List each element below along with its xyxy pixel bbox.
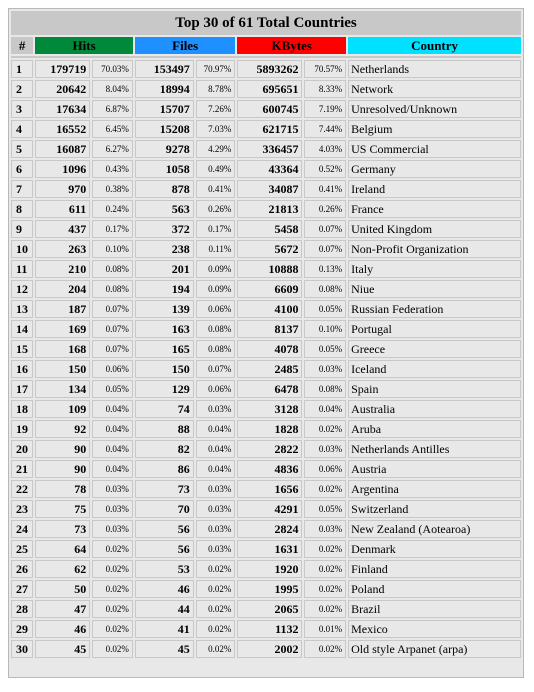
country-name: United Kingdom [348, 220, 521, 238]
files-value: 56 [135, 520, 194, 538]
files-value: 163 [135, 320, 194, 338]
table-row [11, 220, 521, 238]
hits-percent: 8.04% [92, 80, 133, 98]
country-name: Unresolved/Unknown [348, 100, 521, 118]
hits-percent: 0.43% [92, 160, 133, 178]
files-percent: 0.41% [196, 180, 236, 198]
files-percent: 0.03% [196, 400, 236, 418]
hits-value: 90 [35, 460, 90, 478]
hits-value: 210 [35, 260, 90, 278]
rank-cell: 26 [11, 560, 33, 578]
files-percent: 0.04% [196, 460, 236, 478]
country-name: Australia [348, 400, 521, 418]
kbytes-value: 1132 [237, 620, 302, 638]
files-percent: 0.02% [196, 560, 236, 578]
countries-table [9, 9, 523, 660]
rank-cell: 13 [11, 300, 33, 318]
hits-percent: 0.07% [92, 320, 133, 338]
rank-cell: 7 [11, 180, 33, 198]
table-row [11, 380, 521, 398]
files-percent: 0.09% [196, 260, 236, 278]
rank-cell: 21 [11, 460, 33, 478]
rank-cell: 5 [11, 140, 33, 158]
country-name: Denmark [348, 540, 521, 558]
hits-percent: 0.08% [92, 280, 133, 298]
table-row [11, 640, 521, 658]
hits-value: 179719 [35, 60, 90, 78]
hits-value: 47 [35, 600, 90, 618]
rank-cell: 20 [11, 440, 33, 458]
rank-cell: 24 [11, 520, 33, 538]
table-row [11, 360, 521, 378]
kbytes-percent: 0.01% [304, 620, 346, 638]
table-row [11, 140, 521, 158]
kbytes-value: 1828 [237, 420, 302, 438]
hits-percent: 0.08% [92, 260, 133, 278]
rank-cell: 14 [11, 320, 33, 338]
hits-value: 73 [35, 520, 90, 538]
kbytes-value: 3128 [237, 400, 302, 418]
hits-percent: 0.38% [92, 180, 133, 198]
kbytes-percent: 0.26% [304, 200, 346, 218]
country-name: Network [348, 80, 521, 98]
country-name: Poland [348, 580, 521, 598]
files-percent: 0.03% [196, 520, 236, 538]
hits-value: 78 [35, 480, 90, 498]
country-name: Netherlands [348, 60, 521, 78]
country-name: Italy [348, 260, 521, 278]
kbytes-value: 5458 [237, 220, 302, 238]
files-value: 18994 [135, 80, 194, 98]
hits-value: 168 [35, 340, 90, 358]
rank-cell: 4 [11, 120, 33, 138]
country-name: Niue [348, 280, 521, 298]
files-value: 56 [135, 540, 194, 558]
files-value: 201 [135, 260, 194, 278]
files-percent: 0.04% [196, 440, 236, 458]
hits-value: 1096 [35, 160, 90, 178]
table-row [11, 300, 521, 318]
kbytes-percent: 7.19% [304, 100, 346, 118]
files-value: 563 [135, 200, 194, 218]
hits-value: 263 [35, 240, 90, 258]
kbytes-value: 5672 [237, 240, 302, 258]
rank-cell: 23 [11, 500, 33, 518]
kbytes-value: 6609 [237, 280, 302, 298]
header-hits: Hits [35, 37, 133, 54]
files-percent: 0.02% [196, 620, 236, 638]
kbytes-percent: 0.41% [304, 180, 346, 198]
kbytes-percent: 0.02% [304, 600, 346, 618]
table-row [11, 400, 521, 418]
table-row [11, 520, 521, 538]
kbytes-value: 10888 [237, 260, 302, 278]
kbytes-value: 8137 [237, 320, 302, 338]
kbytes-value: 695651 [237, 80, 302, 98]
hits-percent: 0.02% [92, 640, 133, 658]
hits-value: 134 [35, 380, 90, 398]
files-percent: 0.17% [196, 220, 236, 238]
files-value: 15707 [135, 100, 194, 118]
table-row [11, 180, 521, 198]
header-country: Country [348, 37, 521, 54]
hits-value: 50 [35, 580, 90, 598]
rank-cell: 18 [11, 400, 33, 418]
rank-cell: 17 [11, 380, 33, 398]
kbytes-value: 4291 [237, 500, 302, 518]
kbytes-value: 1920 [237, 560, 302, 578]
rank-cell: 25 [11, 540, 33, 558]
table-row [11, 120, 521, 138]
hits-percent: 0.17% [92, 220, 133, 238]
country-name: Germany [348, 160, 521, 178]
kbytes-value: 600745 [237, 100, 302, 118]
kbytes-percent: 4.03% [304, 140, 346, 158]
rank-cell: 30 [11, 640, 33, 658]
files-percent: 0.08% [196, 320, 236, 338]
rank-cell: 16 [11, 360, 33, 378]
header-rank: # [11, 37, 33, 54]
country-name: Russian Federation [348, 300, 521, 318]
files-value: 372 [135, 220, 194, 238]
hits-value: 90 [35, 440, 90, 458]
files-value: 44 [135, 600, 194, 618]
hits-percent: 0.02% [92, 540, 133, 558]
files-percent: 0.09% [196, 280, 236, 298]
files-percent: 0.03% [196, 540, 236, 558]
hits-percent: 0.03% [92, 520, 133, 538]
files-value: 878 [135, 180, 194, 198]
rank-cell: 9 [11, 220, 33, 238]
files-percent: 0.08% [196, 340, 236, 358]
files-percent: 0.02% [196, 600, 236, 618]
country-name: Greece [348, 340, 521, 358]
country-name: Brazil [348, 600, 521, 618]
kbytes-value: 2002 [237, 640, 302, 658]
hits-percent: 0.05% [92, 380, 133, 398]
hits-percent: 0.04% [92, 420, 133, 438]
header-files: Files [135, 37, 236, 54]
kbytes-percent: 0.02% [304, 540, 346, 558]
hits-value: 75 [35, 500, 90, 518]
kbytes-value: 21813 [237, 200, 302, 218]
files-percent: 0.03% [196, 500, 236, 518]
files-percent: 0.02% [196, 640, 236, 658]
hits-percent: 0.02% [92, 620, 133, 638]
hits-percent: 0.04% [92, 440, 133, 458]
files-percent: 8.78% [196, 80, 236, 98]
rank-cell: 15 [11, 340, 33, 358]
files-value: 150 [135, 360, 194, 378]
files-percent: 0.26% [196, 200, 236, 218]
country-name: New Zealand (Aotearoa) [348, 520, 521, 538]
kbytes-value: 1656 [237, 480, 302, 498]
hits-value: 16087 [35, 140, 90, 158]
rank-cell: 19 [11, 420, 33, 438]
country-name: Finland [348, 560, 521, 578]
kbytes-percent: 0.06% [304, 460, 346, 478]
files-value: 73 [135, 480, 194, 498]
hits-percent: 6.45% [92, 120, 133, 138]
hits-value: 611 [35, 200, 90, 218]
country-name: France [348, 200, 521, 218]
hits-percent: 0.04% [92, 400, 133, 418]
hits-value: 64 [35, 540, 90, 558]
rank-cell: 3 [11, 100, 33, 118]
hits-value: 204 [35, 280, 90, 298]
table-row [11, 600, 521, 618]
kbytes-percent: 8.33% [304, 80, 346, 98]
kbytes-value: 4078 [237, 340, 302, 358]
hits-value: 16552 [35, 120, 90, 138]
header-kbytes: KBytes [237, 37, 346, 54]
files-value: 82 [135, 440, 194, 458]
hits-percent: 0.03% [92, 500, 133, 518]
files-percent: 0.02% [196, 580, 236, 598]
kbytes-percent: 0.05% [304, 300, 346, 318]
hits-percent: 6.87% [92, 100, 133, 118]
kbytes-percent: 0.13% [304, 260, 346, 278]
rank-cell: 12 [11, 280, 33, 298]
files-percent: 0.03% [196, 480, 236, 498]
table-row [11, 320, 521, 338]
table-row [11, 340, 521, 358]
country-name: US Commercial [348, 140, 521, 158]
hits-percent: 70.03% [92, 60, 133, 78]
hits-value: 437 [35, 220, 90, 238]
files-percent: 7.26% [196, 100, 236, 118]
table-row [11, 280, 521, 298]
files-percent: 0.11% [196, 240, 236, 258]
country-name: Austria [348, 460, 521, 478]
table-row [11, 60, 521, 78]
hits-percent: 0.02% [92, 580, 133, 598]
hits-value: 62 [35, 560, 90, 578]
files-value: 74 [135, 400, 194, 418]
hits-percent: 0.02% [92, 600, 133, 618]
kbytes-value: 4836 [237, 460, 302, 478]
country-name: Spain [348, 380, 521, 398]
kbytes-value: 336457 [237, 140, 302, 158]
country-name: Non-Profit Organization [348, 240, 521, 258]
hits-percent: 6.27% [92, 140, 133, 158]
kbytes-percent: 0.03% [304, 360, 346, 378]
table-row [11, 620, 521, 638]
table-row [11, 440, 521, 458]
rank-cell: 27 [11, 580, 33, 598]
country-name: Switzerland [348, 500, 521, 518]
kbytes-percent: 0.05% [304, 500, 346, 518]
kbytes-percent: 0.02% [304, 480, 346, 498]
kbytes-value: 1995 [237, 580, 302, 598]
country-name: Mexico [348, 620, 521, 638]
kbytes-percent: 0.08% [304, 380, 346, 398]
hits-value: 46 [35, 620, 90, 638]
country-name: Old style Arpanet (arpa) [348, 640, 521, 658]
files-value: 45 [135, 640, 194, 658]
hits-percent: 0.02% [92, 560, 133, 578]
rank-cell: 28 [11, 600, 33, 618]
table-row [11, 160, 521, 178]
country-name: Portugal [348, 320, 521, 338]
kbytes-percent: 0.02% [304, 580, 346, 598]
kbytes-value: 2485 [237, 360, 302, 378]
hits-value: 109 [35, 400, 90, 418]
files-value: 139 [135, 300, 194, 318]
kbytes-percent: 0.08% [304, 280, 346, 298]
rank-cell: 8 [11, 200, 33, 218]
hits-percent: 0.07% [92, 300, 133, 318]
hits-value: 970 [35, 180, 90, 198]
country-name: Ireland [348, 180, 521, 198]
kbytes-percent: 0.04% [304, 400, 346, 418]
files-value: 15208 [135, 120, 194, 138]
country-name: Belgium [348, 120, 521, 138]
hits-percent: 0.06% [92, 360, 133, 378]
rank-cell: 29 [11, 620, 33, 638]
kbytes-value: 621715 [237, 120, 302, 138]
files-value: 194 [135, 280, 194, 298]
rank-cell: 1 [11, 60, 33, 78]
table-row [11, 240, 521, 258]
country-name: Iceland [348, 360, 521, 378]
kbytes-percent: 0.10% [304, 320, 346, 338]
kbytes-percent: 0.05% [304, 340, 346, 358]
country-name: Netherlands Antilles [348, 440, 521, 458]
table-row [11, 420, 521, 438]
files-value: 153497 [135, 60, 194, 78]
hits-value: 187 [35, 300, 90, 318]
kbytes-value: 2822 [237, 440, 302, 458]
files-value: 70 [135, 500, 194, 518]
files-value: 129 [135, 380, 194, 398]
table-row [11, 460, 521, 478]
header-separator [11, 56, 521, 58]
kbytes-percent: 0.07% [304, 240, 346, 258]
hits-percent: 0.10% [92, 240, 133, 258]
table-row [11, 80, 521, 98]
hits-percent: 0.07% [92, 340, 133, 358]
rank-cell: 22 [11, 480, 33, 498]
files-percent: 0.49% [196, 160, 236, 178]
country-name: Aruba [348, 420, 521, 438]
kbytes-value: 6478 [237, 380, 302, 398]
files-value: 88 [135, 420, 194, 438]
kbytes-percent: 70.57% [304, 60, 346, 78]
files-value: 53 [135, 560, 194, 578]
files-value: 9278 [135, 140, 194, 158]
hits-value: 20642 [35, 80, 90, 98]
kbytes-value: 2065 [237, 600, 302, 618]
kbytes-percent: 0.02% [304, 640, 346, 658]
kbytes-percent: 0.07% [304, 220, 346, 238]
table-row [11, 260, 521, 278]
kbytes-percent: 0.52% [304, 160, 346, 178]
table-title: Top 30 of 61 Total Countries [11, 11, 521, 35]
table-row [11, 580, 521, 598]
stats-table-frame [8, 8, 524, 678]
hits-percent: 0.24% [92, 200, 133, 218]
hits-value: 169 [35, 320, 90, 338]
hits-value: 150 [35, 360, 90, 378]
kbytes-value: 43364 [237, 160, 302, 178]
table-row [11, 540, 521, 558]
files-value: 1058 [135, 160, 194, 178]
hits-value: 45 [35, 640, 90, 658]
country-name: Argentina [348, 480, 521, 498]
kbytes-percent: 0.02% [304, 560, 346, 578]
kbytes-percent: 0.03% [304, 440, 346, 458]
files-value: 41 [135, 620, 194, 638]
hits-value: 92 [35, 420, 90, 438]
kbytes-value: 1631 [237, 540, 302, 558]
files-percent: 0.06% [196, 300, 236, 318]
rank-cell: 6 [11, 160, 33, 178]
hits-value: 17634 [35, 100, 90, 118]
kbytes-value: 34087 [237, 180, 302, 198]
files-percent: 0.07% [196, 360, 236, 378]
table-row [11, 560, 521, 578]
kbytes-percent: 7.44% [304, 120, 346, 138]
rank-cell: 10 [11, 240, 33, 258]
files-percent: 0.04% [196, 420, 236, 438]
files-value: 46 [135, 580, 194, 598]
files-percent: 70.97% [196, 60, 236, 78]
hits-percent: 0.03% [92, 480, 133, 498]
kbytes-value: 2824 [237, 520, 302, 538]
table-row [11, 100, 521, 118]
table-row [11, 500, 521, 518]
kbytes-percent: 0.03% [304, 520, 346, 538]
rank-cell: 11 [11, 260, 33, 278]
kbytes-value: 5893262 [237, 60, 302, 78]
kbytes-percent: 0.02% [304, 420, 346, 438]
files-value: 86 [135, 460, 194, 478]
rank-cell: 2 [11, 80, 33, 98]
table-row [11, 200, 521, 218]
table-row [11, 480, 521, 498]
files-percent: 4.29% [196, 140, 236, 158]
files-percent: 0.06% [196, 380, 236, 398]
hits-percent: 0.04% [92, 460, 133, 478]
kbytes-value: 4100 [237, 300, 302, 318]
files-percent: 7.03% [196, 120, 236, 138]
files-value: 165 [135, 340, 194, 358]
files-value: 238 [135, 240, 194, 258]
